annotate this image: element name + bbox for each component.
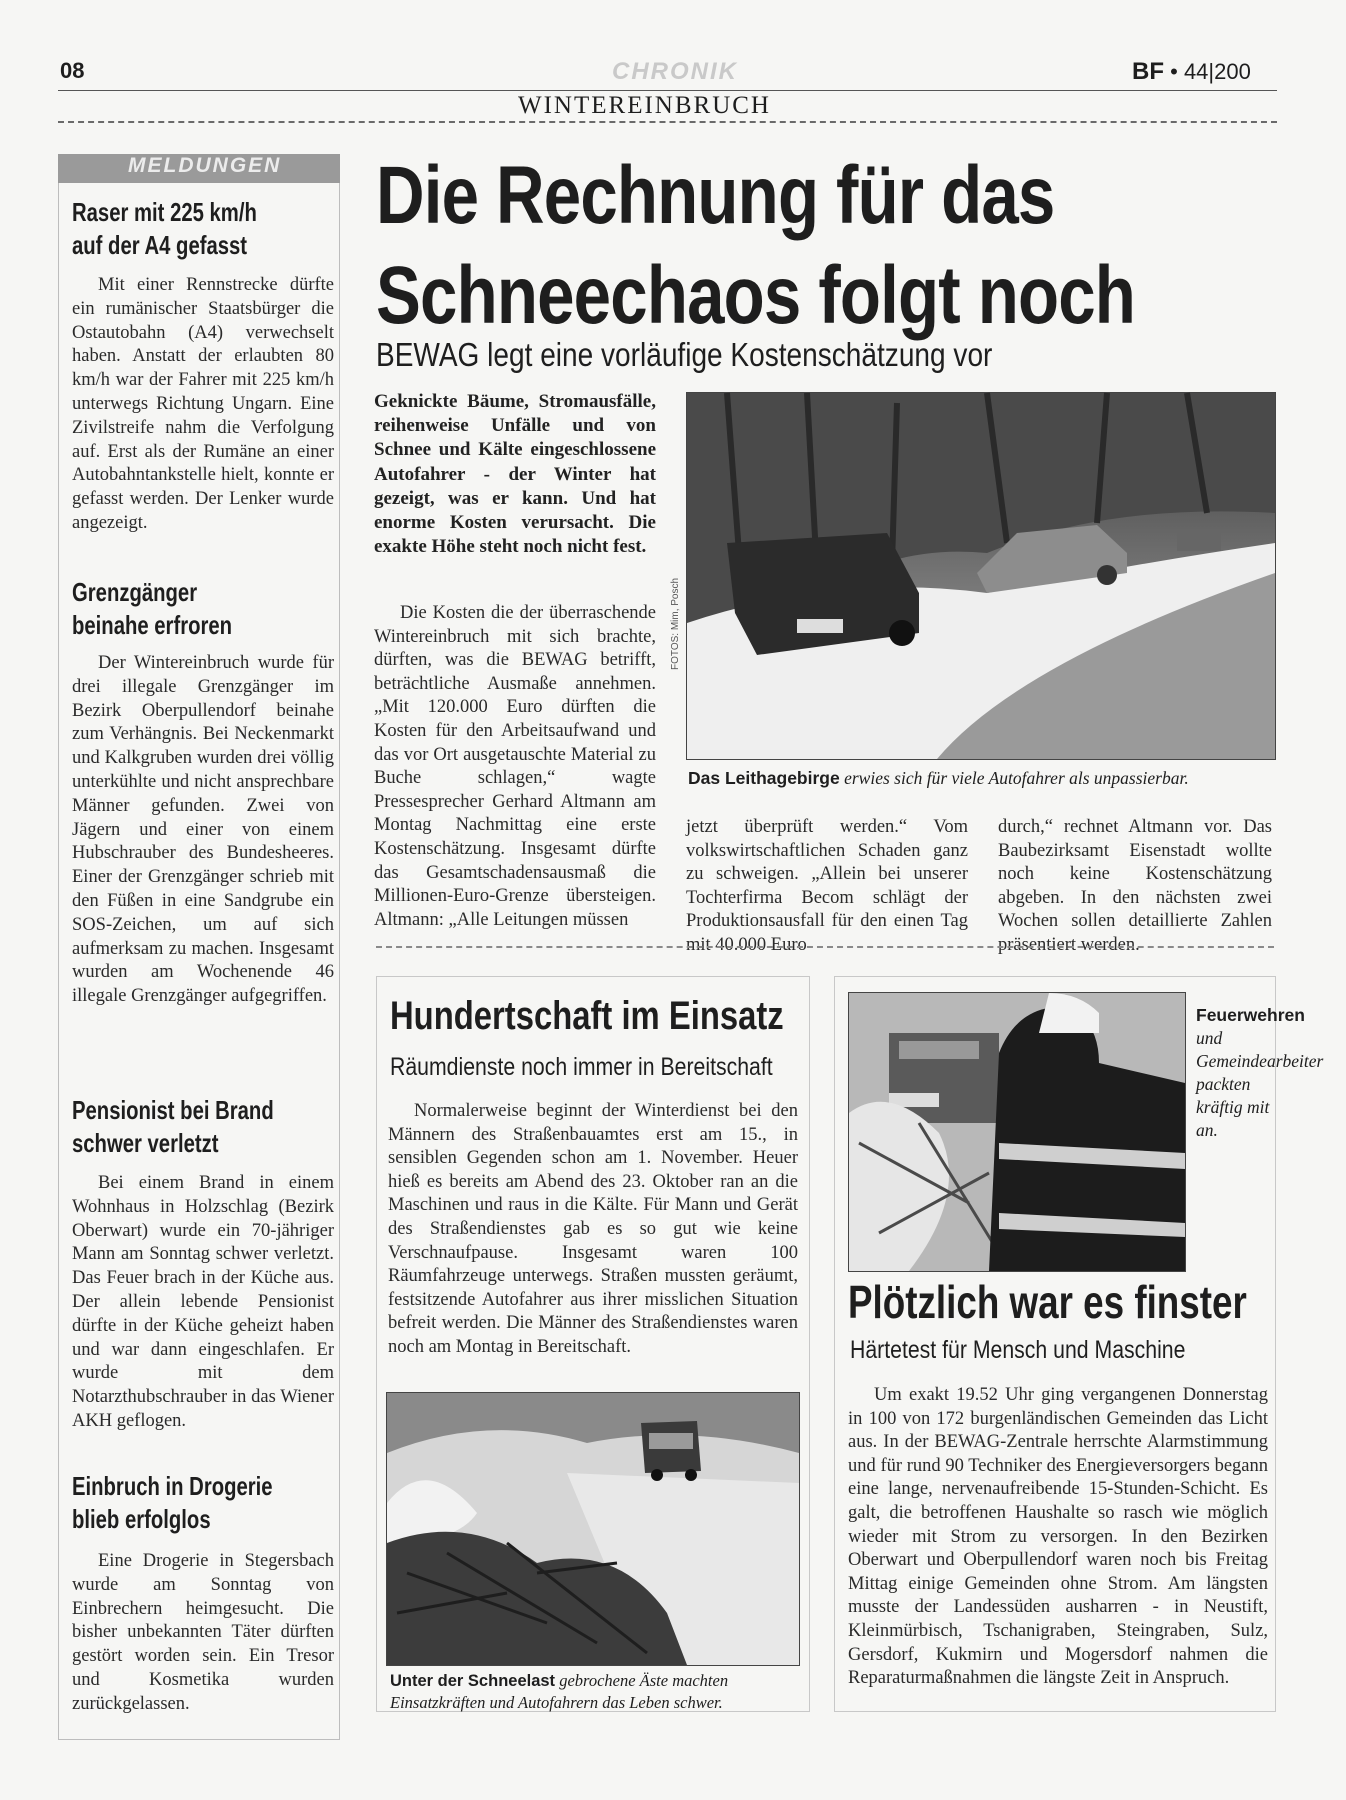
photo-caption: Das Leithagebirge erwies sich für viele Autofahrer als unpassierbar. bbox=[688, 768, 1189, 788]
sidebar-title: MELDUNGEN bbox=[128, 154, 282, 177]
box-headline: Plötzlich war es finster bbox=[848, 1276, 1247, 1328]
winter-road-photo-graphic bbox=[687, 393, 1275, 759]
brief-text: Mit einer Rennstrecke dürfte ein rumänischer Staatsbürger die Ostautobahn (A4) verwechselt haben. Anstatt der erlaubten 80 km/h war der Fahrer mit 225 km/h unterwegs Richtung Ungarn. Eine Zivilstreife nahm die Verfolgung auf. Erst als der Rumäne an einer Autobahntankstelle hielt, konnte er gefasst werden. Der Lenker wurde angezeigt. bbox=[72, 275, 334, 533]
sidebar-header bbox=[58, 154, 340, 183]
article-intro: Geknickte Bäume, Stromausfälle, reihenweise Unfälle und von Schnee und Kälte eingeschlossene Autofahrer - der Winter hat gezeigt, was er kann. Und hat enorme Kosten verursacht. Die exakte Höhe steht noch nicht fest. bbox=[374, 391, 656, 558]
section-dashed-rule bbox=[376, 946, 1274, 948]
header-rule bbox=[58, 90, 1277, 91]
snow-branches-photo-graphic bbox=[387, 1393, 799, 1665]
issue-number: 44|200 bbox=[1183, 59, 1251, 84]
header-dashed-rule bbox=[58, 121, 1277, 123]
firefighters-photo bbox=[848, 992, 1186, 1272]
box-text: Um exakt 19.52 Uhr ging vergangenen Donnerstag in 100 von 172 burgenländischen Gemeinden das Licht aus. In der BEWAG-Zentrale herrschte Alarmstimmung und für rund 90 Techniker des Energieversorgers begann eine lange, nervenaufreibende 15-Stunden-Schicht. Es galt, die betroffenen Haushalte so rasch wie möglich wieder mit Strom zu versorgen. In den Bezirken Oberwart und Oberpullendorf waren noch bis Freitag Mittag einige Gemeinden ohne Strom. Am längsten musste der Landessüden ausharren - in Neustift, Kleinmürbisch, Tschanigraben, Steingraben, Sulz, Gersdorf, Kukmirn und Mogersdorf nahmen die Reparaturmaßnahmen die längste Zeit in Anspruch. bbox=[848, 1385, 1268, 1689]
box-subheadline: Räumdienste noch immer in Bereitschaft bbox=[390, 1053, 773, 1081]
brief-text: Der Wintereinbruch wurde für drei illegale Grenzgänger im Bezirk Oberpullendorf beinahe zum Verhängnis. Bei Neckenmarkt und Kalkgruben wurden drei völlig unterkühlte und nicht ansprechbare Männer gefunden. Zwei von Jägern und einer von einem Hubschrauber des Bundesheeres. Einer der Grenzgänger schrieb mit den Füßen in eine Sandgrube ein SOS-Zeichen, um auf sich aufmerksam zu machen. Insgesamt wurden am Wochenende 46 illegale Grenzgänger aufgegriffen. bbox=[72, 653, 334, 1007]
brief-headline: Pensionist bei Brand schwer verletzt bbox=[72, 1095, 274, 1158]
article-body-col2: jetzt überprüft werden.“ Vom volkswirtschaftlichen Schaden ganz zu schweigen. „Allein bei unserer Tochterfirma Becom schlägt der Produktionsausfall für den einen Tag mit 40.000 Euro bbox=[686, 817, 968, 955]
box-text: Normalerweise beginnt der Winterdienst bei den Männern des Straßenbauamtes erst am 15., in sensiblen Gegenden schon am 1. November. Heuer hieß es bereits am Abend des 23. Oktober ran an die Maschinen und raus in die Kälte. Für Mann und Gerät des Straßendienstes gab es so gut wie keine Verschnaufpause. Insgesamt waren 100 Räumfahrzeuge unterwegs. Straßen mussten geräumt, festsitzende Autofahrer aus ihrer misslichen Situation befreit werden. Die Männer des Straßendienstes waren noch am Montag in Bereitschaft. bbox=[388, 1101, 798, 1357]
brief-headline: Einbruch in Drogerie blieb erfolglos bbox=[72, 1471, 273, 1534]
brief-text: Bei einem Brand in einem Wohnhaus in Holzschlag (Bezirk Oberwart) wurde ein 70-jähriger Mann am Sonntag schwer verletzt. Das Feuer brach in der Küche aus. Der allein lebende Pensionist dürfte in der Küche geheizt haben und war dann eingeschlafen. Er wurde mit dem Notarzthubschrauber in das Wiener AKH geflogen. bbox=[72, 1173, 334, 1431]
publication-name: BF bbox=[1132, 58, 1164, 85]
article-body-col1: Die Kosten die der überraschende Wintereinbruch mit sich brachte, dürften, was die BEWAG betrifft, beträchtliche Ausmaße annehmen. „Mit 120.000 Euro dürften die Kosten für den Arbeitsaufwand und das vor Ort ausgetauschte Material zu Buche schlagen,“ wagte Pressesprecher Gerhard Altmann am Montag Nachmittag eine erste Kostenschätzung. Insgesamt dürfte das Gesamtschadensausmaß die Millionen-Euro-Grenze übersteigen. Altmann: „Alle Leitungen müssen bbox=[374, 603, 656, 930]
winter-road-photo bbox=[686, 392, 1276, 760]
brief-headline: Grenzgänger beinahe erfroren bbox=[72, 577, 233, 640]
page-number: 08 bbox=[60, 58, 85, 83]
brief-headline: Raser mit 225 km/h auf der A4 gefasst bbox=[72, 197, 257, 260]
photo-caption: Feuerwehren und Gemeindearbeiter packten kräftig mit an. bbox=[1196, 1005, 1324, 1140]
main-headline: Die Rechnung für das Schneechaos folgt noch bbox=[376, 150, 1136, 341]
box-headline: Hundertschaft im Einsatz bbox=[390, 994, 784, 1038]
article-body-col3: durch,“ rechnet Altmann vor. Das Baubezirksamt Eisenstadt wollte noch keine Kostenschätzung abgeben. In den nächsten zwei Wochen sollen detaillierte Zahlen präsentiert werden. bbox=[998, 817, 1272, 955]
box-subheadline: Härtetest für Mensch und Maschine bbox=[850, 1336, 1186, 1364]
brief-text: Eine Drogerie in Stegersbach wurde am Sonntag von Einbrechern heimgesucht. Die bisher unbekannten Täter dürften gestört worden sein. Ein Tresor und Kosmetika wurden zurückgelassen. bbox=[72, 1551, 334, 1714]
issue-info: BF • 44|200 bbox=[1132, 58, 1251, 85]
firefighters-photo-graphic bbox=[849, 993, 1185, 1271]
section-label: CHRONIK bbox=[612, 58, 738, 85]
photo-caption: Unter der Schneelast gebrochene Äste machten Einsatzkräften und Autofahrern das Leben schwer. bbox=[390, 1671, 729, 1712]
photo-credit: FOTOS: Mim, Posch bbox=[670, 577, 681, 670]
subsection-label: WINTEREINBRUCH bbox=[518, 92, 771, 119]
main-subheadline: BEWAG legt eine vorläufige Kostenschätzung vor bbox=[376, 336, 993, 373]
snow-branches-photo bbox=[386, 1392, 800, 1666]
